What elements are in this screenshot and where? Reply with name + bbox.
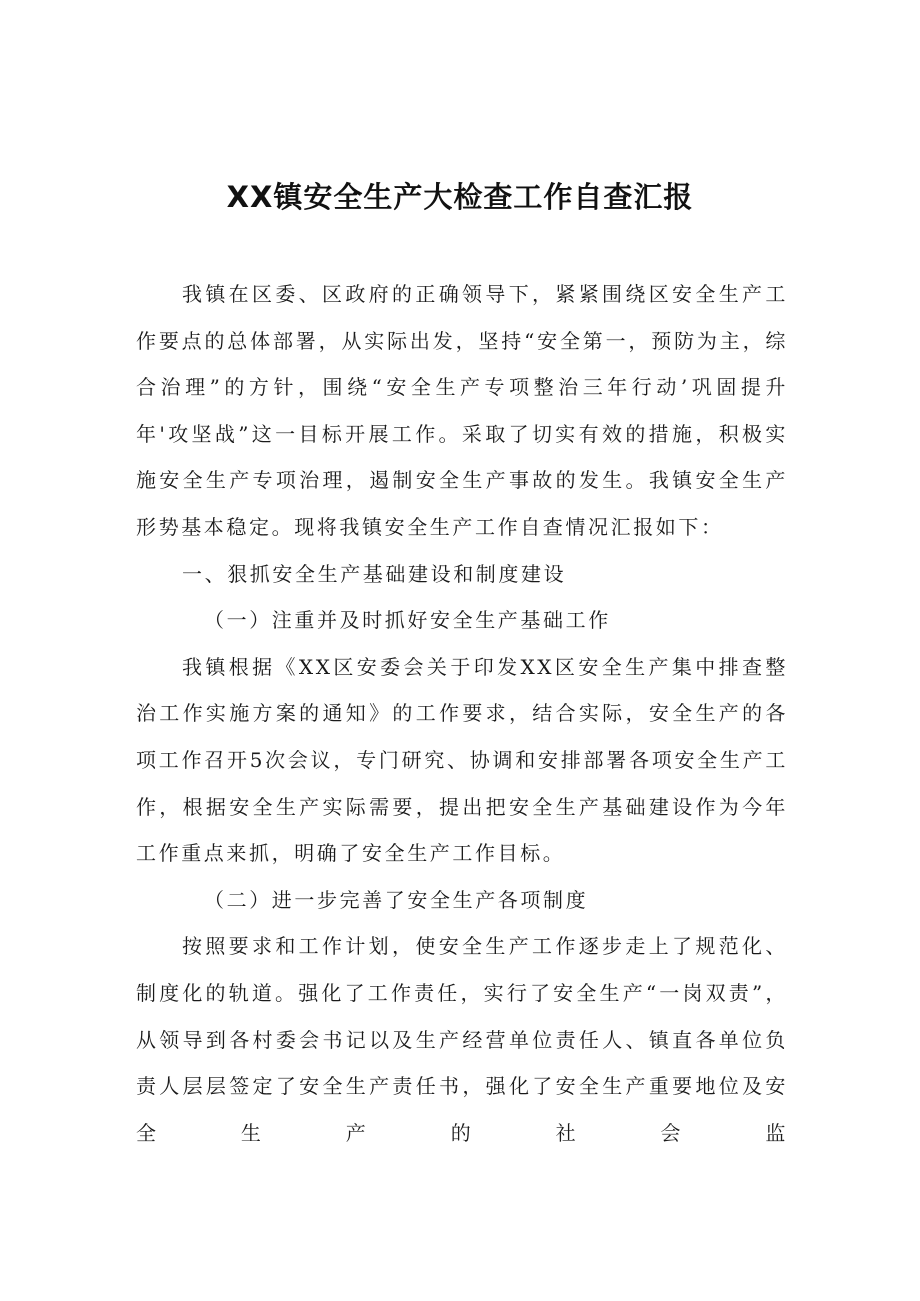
document-title: XX镇安全生产大检查工作自查汇报 — [226, 180, 694, 214]
intro-paragraph: 我镇在区委、区政府的正确领导下，紧紧围绕区安全生产工作要点的总体部署，从实际出发，坚持“安全第一，预防为主，综合治理”的方针，围绕“安全生产专项整治三年行动’巩固提升年'攻坚战”这一目标开展工作。采取了切实有效的措施，积极实施安全生产专项治理，遏制安全生产事故的发生。我镇安全生产形势基本稳定。现将我镇安全生产工作自查情况汇报如下： — [136, 282, 788, 539]
subsection-paragraph-1: 我镇根据《XX区安委会关于印发XX区安全生产集中排查整治工作实施方案的通知》的工作要求，结合实际，安全生产的各项工作召开5次会议，专门研究、协调和安排部署各项安全生产工作，根据安全生产实际需要，提出把安全生产基础建设作为今年工作重点来抓，明确了安全生产工作目标。 — [136, 654, 788, 866]
subsection-heading-1: （一）注重并及时抓好安全生产基础工作 — [204, 608, 611, 633]
document-body — [136, 271, 788, 1156]
subsection-heading-2: （二）进一步完善了安全生产各项制度 — [204, 887, 589, 912]
subsection-paragraph-2: 按照要求和工作计划，使安全生产工作逐步走上了规范化、制度化的轨道。强化了工作责任，实行了安全生产“一岗双责”，从领导到各村委会书记以及生产经营单位责任人、镇直各单位负责人层层签定了安全生产责任书，强化了安全生产重要地位及安全生产的社会监 — [136, 934, 788, 1145]
section-heading-1: 一、狠抓安全生产基础建设和制度建设 — [182, 561, 567, 586]
